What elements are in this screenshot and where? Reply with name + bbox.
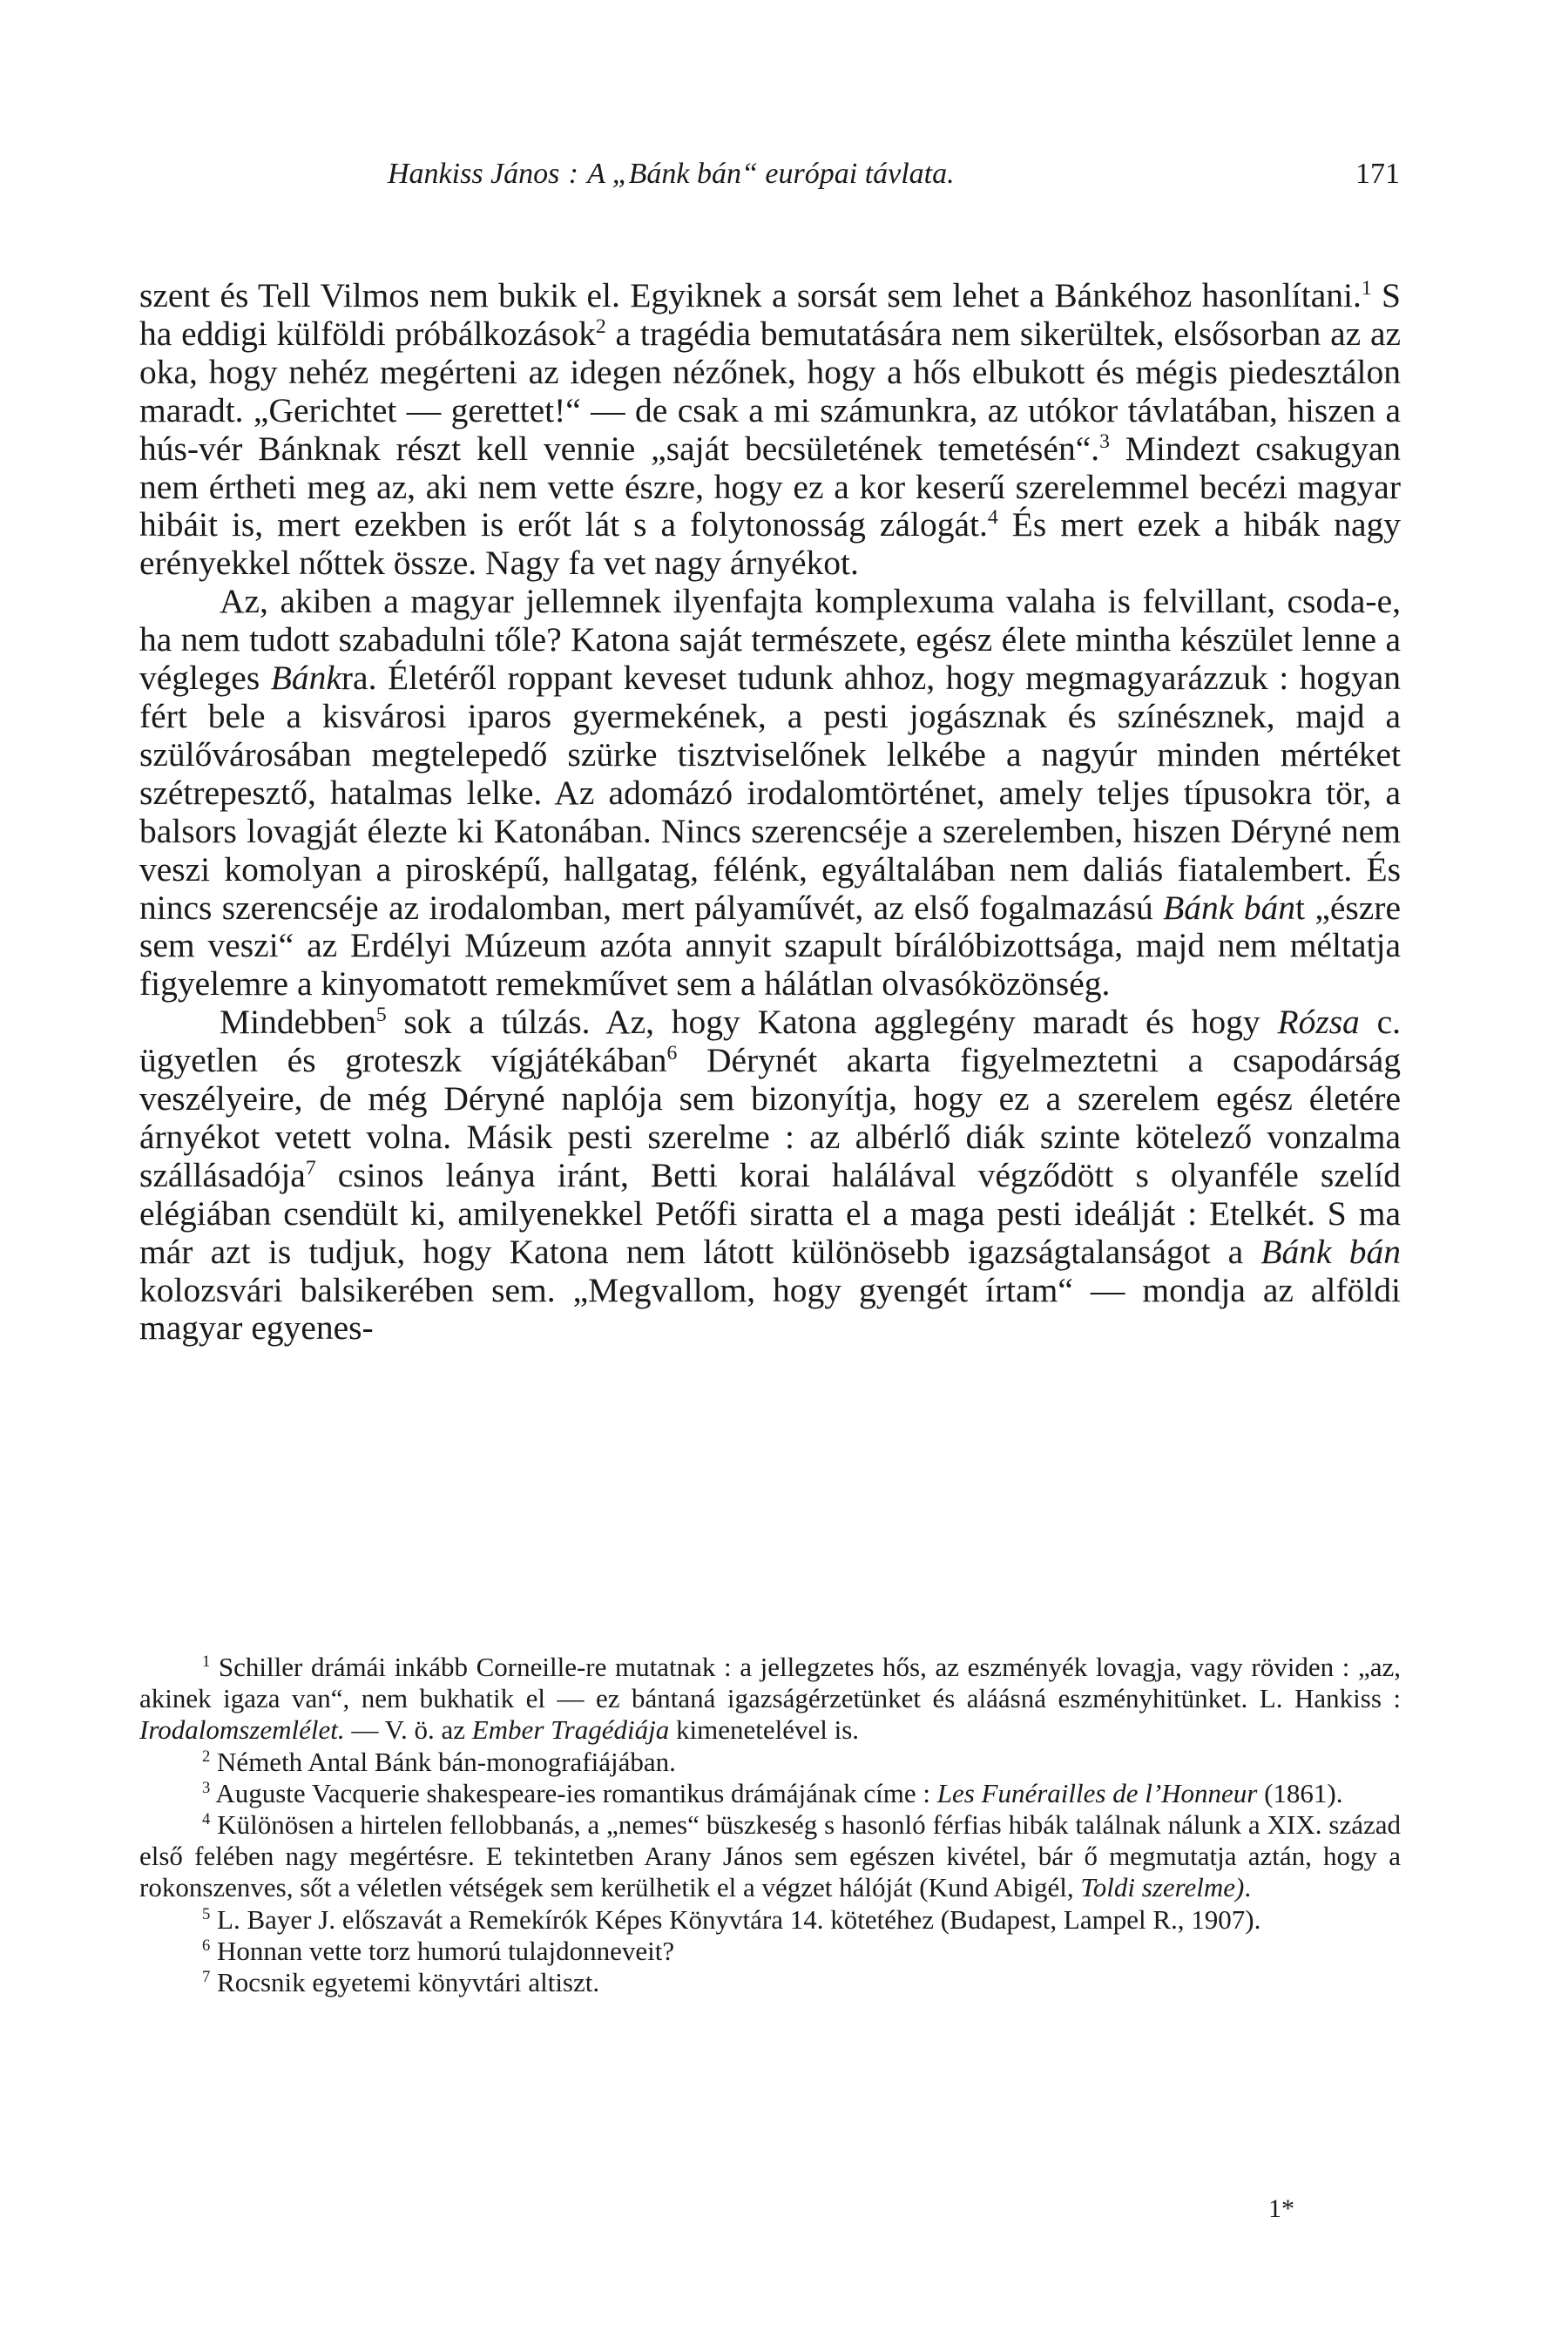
- footnote-ref-1: 1: [1361, 276, 1372, 300]
- footnote-3: $^3$ Auguste Vacquerie shakespeare-ies romantikus drámájának címe : Les Funérailles de l’Honneur (1861).: [202, 1777, 1343, 1808]
- running-title: Hankiss János : A „Bánk bán“ európai távlata.: [388, 158, 955, 190]
- footnote-6: $^6$ Honnan vette torz humorú tulajdonneveit?: [202, 1935, 675, 1966]
- footnote-ref-2: 2: [595, 314, 606, 338]
- footnote-7: $^7$ Rocsnik egyetemi könyvtári altiszt.: [202, 1967, 600, 1998]
- footnote-ref-4: 4: [987, 506, 998, 530]
- footnotes: [139, 1652, 1401, 1998]
- signature-mark: 1*: [1268, 2194, 1294, 2223]
- footnote-ref-3: 3: [1099, 429, 1110, 453]
- paragraph-2: Az, akiben a magyar jellemnek ilyenfajta komplexuma valaha is felvillant, csoda-e, ha nem tudott szabadulni tőle? Katona saját természete, egész élete mintha készület lenne a végleges Bánkra. Életéről roppant keveset tudunk ahhoz, hogy megmagyarázzuk : hogyan fért bele a kisvárosi iparos gyermekének, a pesti jogásznak és színésznek, majd a szülővárosában megtelepedő szürke tisztviselőnek lelkébe a nagyúr minden mértéket szétrepesztő, hatalmas lelke. Az adomázó irodalomtörténet, amely teljes típusokra tör, a balsors lovagját élezte ki Katonában. Nincs szerencséje a szerelemben, hiszen Déryné nem veszi komolyan a pirosképű, hallgatag, félénk, egyáltalában nem daliás fiatalembert. És nincs szerencséje az irodalomban, mert pályaművét, az első fogalmazású Bánk bánt „észre sem veszi“ az Erdélyi Múzeum azóta annyit szapult bírálóbizottsága, majd nem méltatja figyelemre a kinyomatott remekművet sem a hálátlan olvasóközönség.: [139, 582, 1401, 1004]
- footnote-ref-6: 6: [666, 1041, 678, 1064]
- paragraph-1: szent és Tell Vilmos nem bukik el. Egyiknek a sorsát sem lehet a Bánkéhoz hasonlítani.$^1$ S ha eddigi külföldi próbálkozások$^2$ a tragédia bemutatására nem sikerültek, elsősorban az az oka, hogy nehéz megérteni az idegen nézőnek, hogy a hős elbukott és mégis piedesztálon maradt. „Gerichtet — gerettet!“ — de csak a mi számunkra, az utókor távlatában, hiszen a hús-vér Bánknak részt kell vennie „saját becsületének temetésén“.$^3$ Mindezt csakugyan nem értheti meg az, aki nem vette észre, hogy ez a kor keserű szerelemmel becézi magyar hibáit is, mert ezekben is erőt lát s a folytonosság zálogát.$^4$ És mert ezek a hibák nagy erényekkel nőttek össze. Nagy fa vet nagy árnyékot.: [139, 276, 1402, 583]
- page-number: 171: [1355, 158, 1400, 190]
- footnote-1: $^1$ Schiller drámái inkább Corneille-re mutatnak : a jellegzetes hős, az eszményék lovagja, vagy röviden : „az, akinek igaza van“, nem bukhatik el — ez bántaná igazságérzetünket és aláásná eszményhitünket. L. Hankiss : Irodalomszemlélet. — V. ö. az Ember Tragédiája kimenetelével is.: [139, 1652, 1401, 1746]
- running-header: [388, 150, 1400, 199]
- footnote-4: $^4$ Különösen a hirtelen fellobbanás, a „nemes“ büszkeség s hasonló férfias hibák találnak nálunk a XIX. század első felében nagy megértésre. E tekintetben Arany János sem egészen kivétel, bár ő megmutatja aztán, hogy a rokonszenves, sőt a véletlen vétségek sem kerülhetik el a végzet hálóját (Kund Abigél, Toldi szerelme).: [139, 1809, 1401, 1903]
- footnote-2: $^2$ Németh Antal Bánk bán-monografiájában.: [202, 1746, 676, 1777]
- main-text: [139, 277, 1401, 1348]
- paragraph-3: Mindebben$^5$ sok a túlzás. Az, hogy Katona agglegény maradt és hogy Rózsa c. ügyetlen és groteszk vígjátékában$^6$ Dérynét akarta figyelmeztetni a csapodárság veszélyeire, de még Déryné naplója sem bizonyítja, hogy ez a szerelem egész életére árnyékot vetett volna. Másik pesti szerelme : az albérlő diák szinte kötelező vonzalma szállásadója$^7$ csinos leánya iránt, Betti korai halálával végződött s olyanféle szelíd elégiában csendült ki, amilyenekkel Petőfi siratta el a maga pesti ideálját : Etelkét. S ma már azt is tudjuk, hogy Katona nem látott különösebb igazságtalanságot a Bánk bán kolozsvári balsikerében sem. „Megvallom, hogy gyengét írtam“ — mondja az alföldi magyar egyenes-: [139, 1003, 1401, 1348]
- footnote-5: $^5$ L. Bayer J. előszavát a Remekírók Képes Könyvtára 14. kötetéhez (Budapest, Lampel R., 1907).: [202, 1903, 1261, 1935]
- header-article-title: A „Bánk bán“ európai távlata.: [587, 158, 955, 190]
- header-author: Hankiss János: [388, 158, 560, 190]
- footnote-ref-5: 5: [375, 1004, 387, 1026]
- footnote-ref-7: 7: [305, 1156, 316, 1179]
